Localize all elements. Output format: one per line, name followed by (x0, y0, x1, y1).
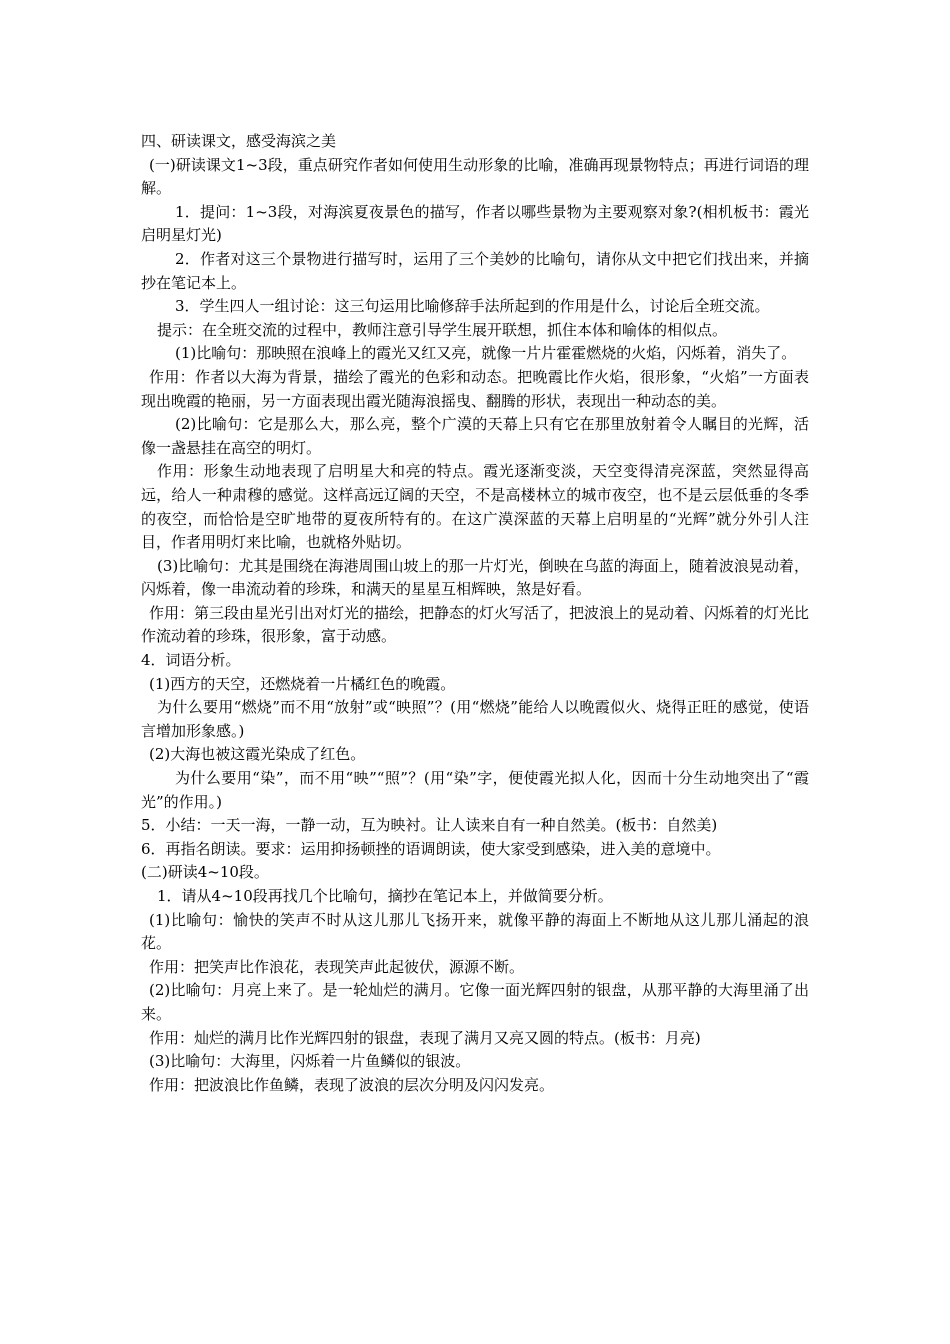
paragraph: 1．请从4~10段再找几个比喻句，摘抄在笔记本上，并做简要分析。 (157, 887, 613, 905)
paragraph: (1)比喻句：愉快的笑声不时从这儿那儿飞扬开来，就像平静的海面上不断地从这儿那儿涌起的浪花。 (141, 910, 809, 953)
paragraph: (2)比喻句：它是那么大，那么亮，整个广漠的天幕上只有它在那里放射着令人瞩目的光辉，活像一盏悬挂在高空的明灯。 (141, 415, 809, 457)
paragraph: 为什么要用“染”，而不用“映”“照”？(用“染”字，便使霞光拟人化，因而十分生动地突出了“霞光”的作用。) (141, 769, 809, 811)
paragraph: 为什么要用“燃烧”而不用“放射”或“映照”？(用“燃烧”能给人以晚霞似火、烧得正旺的感觉，使语言增加形象感。) (141, 698, 809, 740)
paragraph: 4．词语分析。 (141, 651, 241, 670)
paragraph: 作用：把波浪比作鱼鳞，表现了波浪的层次分明及闪闪发亮。 (149, 1075, 555, 1094)
section-heading: 四、研读课文，感受海滨之美 (141, 132, 337, 150)
paragraph: 作用：灿烂的满月比作光辉四射的银盘，表现了满月又亮又圆的特点。(板书：月亮) (149, 1028, 701, 1047)
paragraph: 5．小结：一天一海，一静一动，互为映衬。让人读来自有一种自然美。(板书：自然美) (141, 816, 718, 835)
paragraph: 提示：在全班交流的过程中，教师注意引导学生展开联想，抓住本体和喻体的相似点。 (157, 320, 728, 339)
paragraph: (二)研读4~10段。 (141, 863, 269, 882)
paragraph: (2)比喻句：月亮上来了。是一轮灿烂的满月。它像一面光辉四射的银盘，从那平静的大海里涌了出来。 (141, 981, 809, 1023)
paragraph: 6．再指名朗读。要求：运用抑扬顿挫的语调朗读，使大家受到感染，进入美的意境中。 (141, 839, 721, 858)
paragraph: 作用：形象生动地表现了启明星大和亮的特点。霞光逐渐变淡，天空变得清亮深蓝，突然显得高远，给人一种肃穆的感觉。这样高远辽阔的天空，不是高楼林立的城市夜空，也不是云层低垂的冬季的夜空，而恰恰是空旷地带的夏夜所特有的。在这广漠深蓝的天幕上启明星的“光辉”就分外引人注目，作者用明灯来比喻，也就格外贴切。 (141, 462, 809, 552)
paragraph: (3)比喻句：尤其是围绕在海港周围山坡上的那一片灯光，倒映在乌蓝的海面上，随着波浪晃动着，闪烁着，像一串流动着的珍珠，和满天的星星互相辉映，煞是好看。 (141, 556, 809, 599)
document-body (141, 130, 809, 1097)
paragraph: 1．提问：1~3段，对海滨夏夜景色的描写，作者以哪些景物为主要观察对象?(相机板书：霞光启明星灯光) (141, 202, 809, 245)
paragraph: 2．作者对这三个景物进行描写时，运用了三个美妙的比喻句，请你从文中把它们找出来，并摘抄在笔记本上。 (141, 249, 809, 292)
paragraph: 作用：作者以大海为背景，描绘了霞光的色彩和动态。把晚霞比作火焰，很形象，“火焰”一方面表现出晚霞的艳丽，另一方面表现出霞光随海浪摇曳、翻腾的形状，表现出一种动态的美。 (141, 367, 809, 410)
paragraph: (3)比喻句：大海里，闪烁着一片鱼鳞似的银波。 (149, 1052, 471, 1071)
paragraph: (一)研读课文1~3段，重点研究作者如何使用生动形象的比喻，准确再现景物特点；再进行词语的理解。 (141, 155, 809, 198)
paragraph: (1)西方的天空，还燃烧着一片橘红色的晚霞。 (149, 674, 456, 693)
paragraph: (1)比喻句：那映照在浪峰上的霞光又红又亮，就像一片片霍霍燃烧的火焰，闪烁着，消失了。 (175, 344, 797, 363)
paragraph: (2)大海也被这霞光染成了红色。 (149, 745, 366, 764)
paragraph: 作用：把笑声比作浪花，表现笑声此起彼伏，源源不断。 (149, 957, 525, 976)
paragraph: 3．学生四人一组讨论：这三句运用比喻修辞手法所起到的作用是什么，讨论后全班交流。 (175, 297, 770, 316)
paragraph: 作用：第三段由星光引出对灯光的描绘，把静态的灯火写活了，把波浪上的晃动着、闪烁着的灯光比作流动着的珍珠，很形象，富于动感。 (141, 603, 810, 646)
